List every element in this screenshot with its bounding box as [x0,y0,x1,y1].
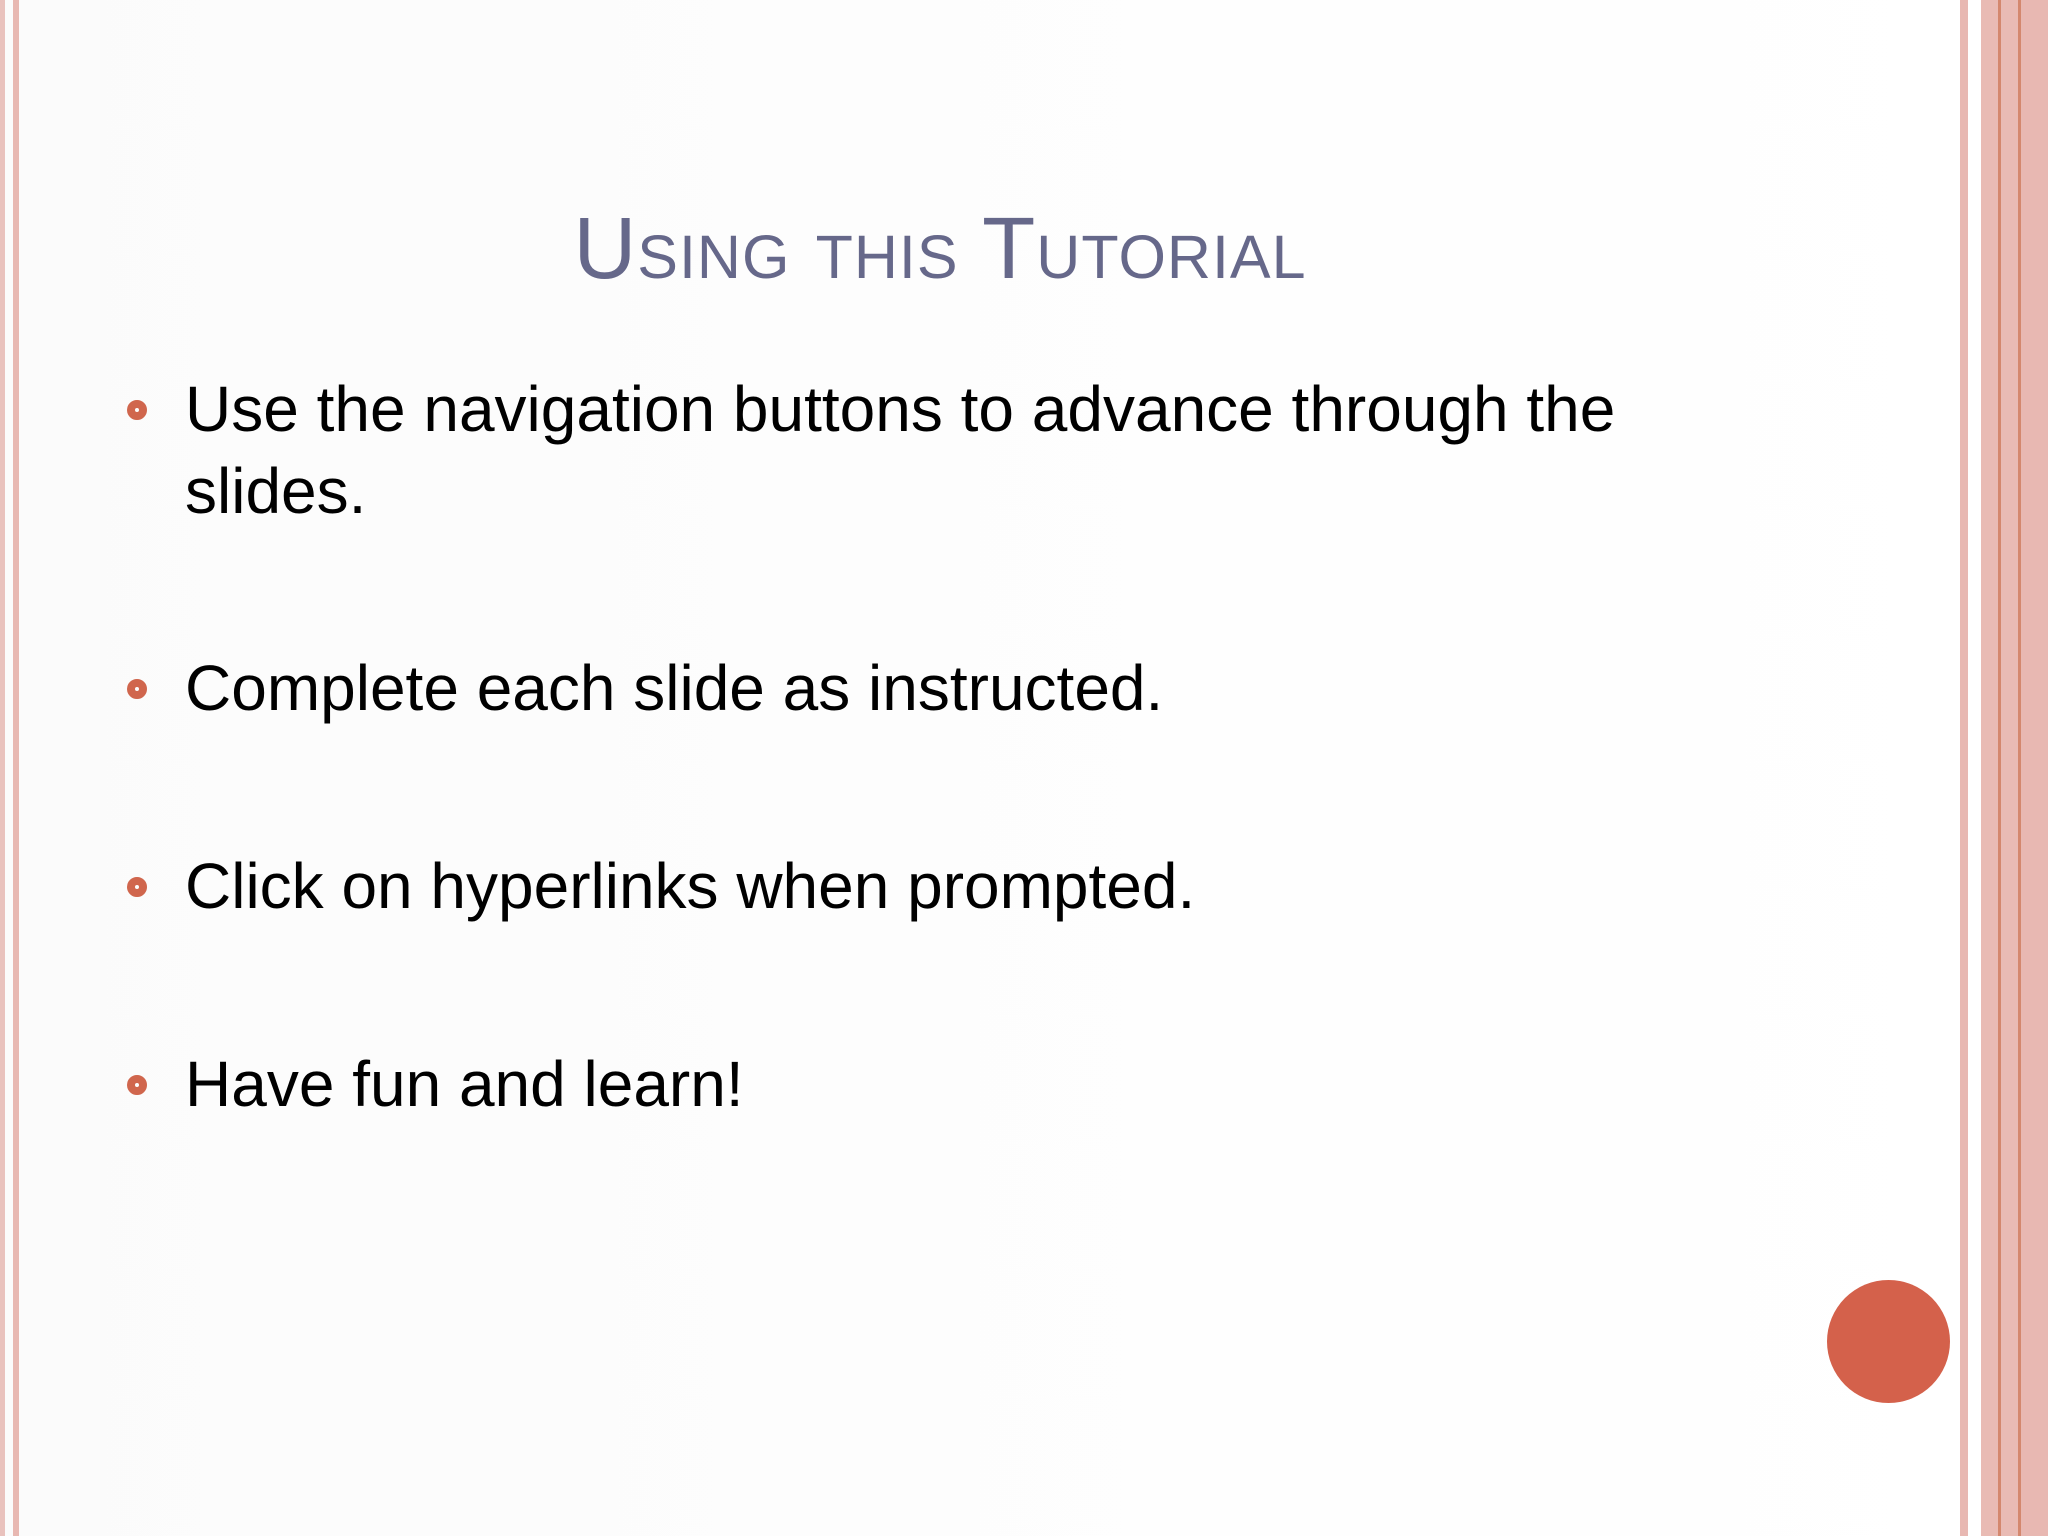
bullet-item [125,647,1745,729]
bullet-text: Click on hyperlinks when prompted. [185,850,1196,922]
right-border-2 [1981,0,1998,1536]
circle-button[interactable] [1827,1280,1950,1403]
circle-outline-icon [127,400,147,420]
bullet-text: Use the navigation buttons to advance through the slides. [185,373,1616,527]
bullet-item [125,368,1745,532]
bullet-item [125,1043,1745,1125]
bullet-list [125,368,1745,1125]
bullet-item [125,845,1745,927]
circle-outline-icon [127,1075,147,1095]
bullet-text: Complete each slide as instructed. [185,652,1164,724]
slide-title: Using this Tutorial [573,200,1307,297]
bullet-text: Have fun and learn! [185,1048,744,1120]
right-border-1 [1960,0,1968,1536]
right-border-6 [2021,0,2048,1536]
circle-outline-icon [127,877,147,897]
right-border-4 [2001,0,2018,1536]
circle-outline-icon [127,679,147,699]
